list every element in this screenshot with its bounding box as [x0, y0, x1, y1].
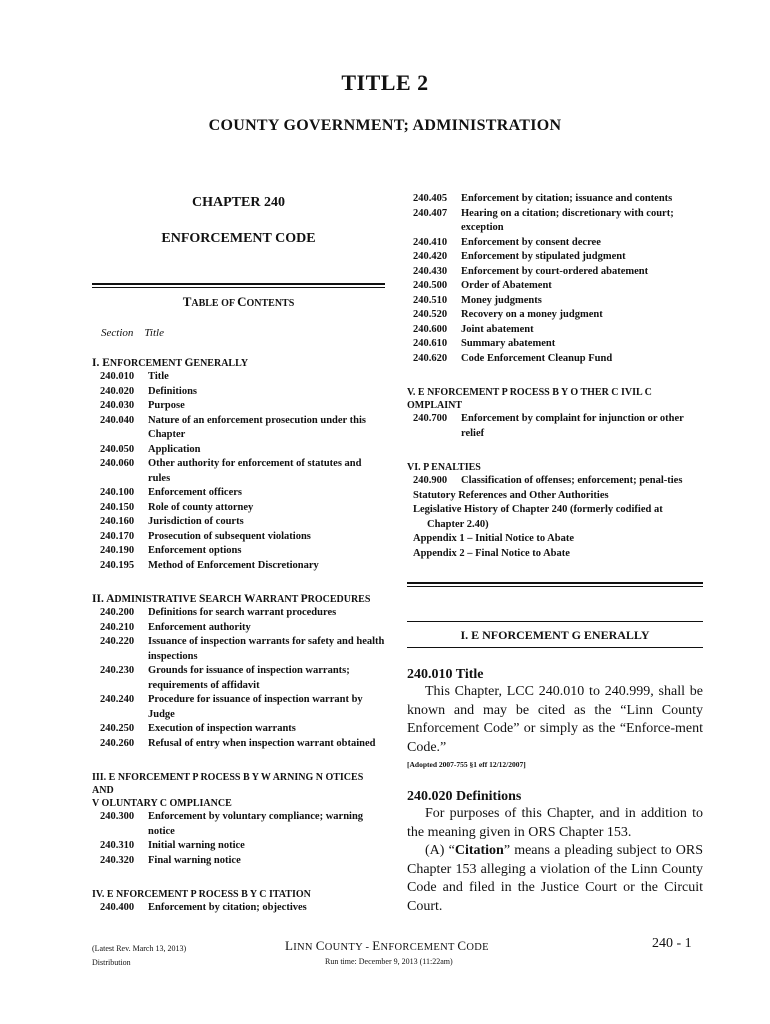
toc-group-heading: IV. E NFORCEMENT P ROCESS B Y C ITATION [92, 889, 311, 900]
toc-entry-number: 240.260 [100, 737, 135, 749]
toc-entry [407, 294, 703, 309]
toc-entry [92, 839, 385, 854]
section-body: For purposes of this Chapter, and in addition to the meaning given in ORS Chapter 153. (A) “Citation” means a pleading subject to ORS Chapter 153 alleging a violation of the Linn County Code and filed in the Justice Court or the Circuit Court. [407, 806, 703, 914]
toc-extra: Legislative History of Chapter 240 (formerly codified at [413, 504, 663, 515]
toc-entry-number: 240.620 [413, 352, 448, 364]
toc-entry [92, 737, 385, 752]
toc-rule [92, 283, 385, 288]
toc-entry-title: Purpose [148, 400, 185, 411]
toc-entry-title: Enforcement by consent decree [461, 236, 601, 248]
toc-entry [92, 693, 385, 722]
toc-entry [407, 279, 703, 294]
toc-heading: TABLE OF CONTENTS [182, 294, 295, 309]
toc-entry [407, 207, 703, 236]
toc-entry-number: 240.190 [100, 545, 135, 556]
toc-entry [407, 250, 703, 265]
right-column [407, 192, 703, 916]
toc-entry-number: 240.600 [413, 323, 448, 335]
toc-entry [407, 352, 703, 367]
toc-entry-title: Method of Enforcement Discretionary [148, 559, 319, 571]
toc-extra: Appendix 2 – Final Notice to Abate [413, 547, 570, 559]
toc-group-entries [407, 412, 703, 441]
toc-entry-title: Other authority for enforcement of statutes and rules [148, 458, 362, 484]
toc-group-heading: VI. P ENALTIES [407, 462, 481, 473]
toc-entry [407, 412, 703, 441]
toc-entry-title: Role of county attorney [148, 501, 254, 513]
toc-entry-title: Code Enforcement Cleanup Fund [461, 352, 613, 364]
toc-entry-number: 240.170 [100, 530, 135, 542]
section-heading-box [407, 621, 703, 648]
toc-entry-number: 240.010 [100, 371, 135, 382]
toc-entry-number: 240.200 [100, 607, 135, 618]
left-column [92, 192, 385, 916]
toc-entry [92, 385, 385, 400]
toc-entry-number: 240.030 [100, 400, 135, 411]
toc-entry-number: 240.320 [100, 854, 135, 866]
toc-entry-title: Enforcement by stipulated judgment [461, 251, 626, 262]
toc-entry [92, 486, 385, 501]
toc-entry-number: 240.430 [413, 265, 448, 277]
toc-entry [407, 308, 703, 323]
toc-entry [92, 370, 385, 385]
toc-entry-number: 240.230 [100, 665, 135, 676]
toc-entry-number: 240.250 [100, 723, 135, 734]
section-heading: I. E NFORCEMENT G ENERALLY [407, 621, 703, 643]
toc-entry-number: 240.405 [413, 193, 448, 204]
adoption-note: [Adopted 2007-755 §1 eff 12/12/2007] [407, 760, 526, 769]
toc-entry-title: Enforcement officers [148, 487, 242, 498]
toc-column-headers: Section Title [101, 327, 164, 339]
toc-entry [407, 474, 703, 489]
toc-entry [407, 337, 703, 352]
toc-entry-title: Enforcement by citation; issuance and contents [461, 193, 673, 204]
toc-entry-number: 240.050 [100, 443, 135, 455]
toc-entry [92, 414, 385, 443]
toc-entry-number: 240.520 [413, 309, 448, 320]
toc-entry-title: Issuance of inspection warrants for safety and health inspections [148, 636, 385, 662]
toc-entry [407, 192, 703, 207]
toc-entry-title: Recovery on a money judgment [461, 309, 603, 320]
section-title: 240.010 Title [407, 667, 484, 682]
toc-entry [92, 621, 385, 636]
toc-entry-number: 240.310 [100, 840, 135, 851]
toc-entry [407, 236, 703, 251]
toc-entry [92, 901, 385, 916]
section-rule [407, 582, 703, 587]
toc-entry [92, 501, 385, 516]
toc-entry-title: Jurisdiction of courts [148, 516, 244, 527]
toc-group-heading: I. ENFORCEMENT GENERALLY [92, 357, 249, 369]
toc-entry-title: Classification of offenses; enforcement; penal-ties [461, 475, 683, 486]
toc-entry-title: Enforcement by court-ordered abatement [461, 265, 649, 277]
toc-entry-title: Enforcement by complaint for injunction or other relief [461, 413, 684, 439]
page-subtitle: COUNTY GOVERNMENT; ADMINISTRATION [208, 117, 562, 134]
toc-entry [92, 530, 385, 545]
toc-entry [92, 544, 385, 559]
toc-group-heading: III. E NFORCEMENT P ROCESS B Y W ARNING N OTICES AND V OLUNTARY C OMPLIANCE [92, 772, 364, 809]
toc-entry [92, 399, 385, 414]
toc-entry [407, 323, 703, 338]
toc-extra: Chapter 2.40) [427, 518, 489, 530]
toc-entry-title: Definitions [148, 385, 198, 397]
section-title: 240.020 Definitions [407, 789, 522, 804]
chapter-label: CHAPTER 240 [192, 195, 285, 210]
toc-entry [92, 606, 385, 621]
footer-revision: (Latest Rev. March 13, 2013) Distribution [92, 944, 187, 967]
footer-title: LINN COUNTY - ENFORCEMENT CODE [285, 938, 489, 953]
toc-entry-title: Enforcement authority [148, 621, 251, 633]
footer-run-time: Run time: December 9, 2013 (11:22am) [325, 957, 453, 966]
toc-entry-title: Refusal of entry when inspection warrant obtained [148, 737, 376, 749]
toc-entry-title: Money judgments [461, 294, 542, 306]
toc-entry [92, 515, 385, 530]
toc-group-heading: V. E NFORCEMENT P ROCESS B Y O THER C IVIL C OMPLAINT [407, 387, 652, 411]
toc-group-heading: II. ADMINISTRATIVE SEARCH WARRANT PROCEDURES [92, 593, 371, 605]
toc-extra: Statutory References and Other Authorities [413, 489, 609, 501]
toc-entry-number: 240.020 [100, 385, 135, 397]
toc-entry-number: 240.210 [100, 621, 135, 633]
toc-entry [92, 559, 385, 574]
toc-entry-title: Summary abatement [461, 338, 556, 349]
toc-entry-number: 240.100 [100, 487, 135, 498]
toc-entry [92, 635, 385, 664]
toc-entry-number: 240.420 [413, 251, 448, 262]
toc-entry-title: Enforcement by voluntary compliance; warning notice [148, 811, 364, 837]
toc-entry-number: 240.240 [100, 694, 135, 705]
toc-entry-number: 240.220 [100, 636, 135, 647]
toc-group-entries [92, 810, 385, 868]
toc-extra: Appendix 1 – Initial Notice to Abate [413, 533, 575, 544]
toc-entry-title: Definitions for search warrant procedures [148, 607, 337, 618]
toc-entry-title: Prosecution of subsequent violations [148, 530, 311, 542]
toc-group-entries [407, 474, 703, 489]
toc-entry-number: 240.510 [413, 294, 448, 306]
toc-group-entries [92, 901, 385, 916]
toc-entry-title: Grounds for issuance of inspection warrants; requirements of affidavit [148, 665, 350, 691]
toc-entry [92, 664, 385, 693]
toc-group-entries [407, 192, 703, 366]
toc-entry-number: 240.160 [100, 516, 135, 527]
toc-entry-number: 240.410 [413, 236, 448, 248]
toc-entry-number: 240.610 [413, 338, 448, 349]
toc-entry-number: 240.150 [100, 501, 135, 513]
toc-entry-title: Order of Abatement [461, 280, 552, 291]
toc-entry-title: Nature of an enforcement prosecution under this Chapter [148, 414, 366, 440]
toc-entry-number: 240.300 [100, 811, 135, 822]
toc-entry-number: 240.040 [100, 414, 135, 426]
toc-entry-title: Procedure for issuance of inspection warrant by Judge [148, 694, 363, 720]
toc-group-entries [92, 370, 385, 573]
toc-entry-number: 240.400 [100, 902, 135, 913]
toc-entry [92, 810, 385, 839]
toc-entry [92, 443, 385, 458]
toc-entry-title: Enforcement by citation; objectives [148, 902, 307, 913]
toc-entry-title: Hearing on a citation; discretionary with court; exception [461, 207, 674, 233]
section-body: This Chapter, LCC 240.010 to 240.999, shall be known and may be cited as the “Linn County Enforcement Code” or simply as the “Enforce-ment Code.” [407, 684, 703, 755]
toc-entry-title: Application [148, 443, 201, 455]
toc-entry [407, 265, 703, 280]
toc-entry-title: Execution of inspection warrants [148, 723, 296, 734]
toc-entry-number: 240.060 [100, 458, 135, 469]
toc-entry-title: Initial warning notice [148, 840, 245, 851]
toc-entry-title: Final warning notice [148, 854, 241, 866]
toc-entry [92, 457, 385, 486]
toc-entry [92, 854, 385, 869]
toc-group-entries [92, 606, 385, 751]
toc-entry-title: Enforcement options [148, 545, 242, 556]
toc-entry-number: 240.195 [100, 559, 135, 571]
toc-entry-number: 240.700 [413, 413, 448, 424]
toc-entry-number: 240.407 [413, 207, 448, 219]
toc-entry-title: Title [148, 371, 169, 382]
page-title: TITLE 2 [341, 70, 429, 95]
toc-entry-number: 240.900 [413, 475, 448, 486]
toc-extras [407, 489, 703, 562]
page-number: 240 - 1 [652, 936, 692, 951]
chapter-name: ENFORCEMENT CODE [161, 231, 316, 246]
toc-entry-number: 240.500 [413, 280, 448, 291]
toc-entry-title: Joint abatement [461, 323, 534, 335]
toc-entry [92, 722, 385, 737]
